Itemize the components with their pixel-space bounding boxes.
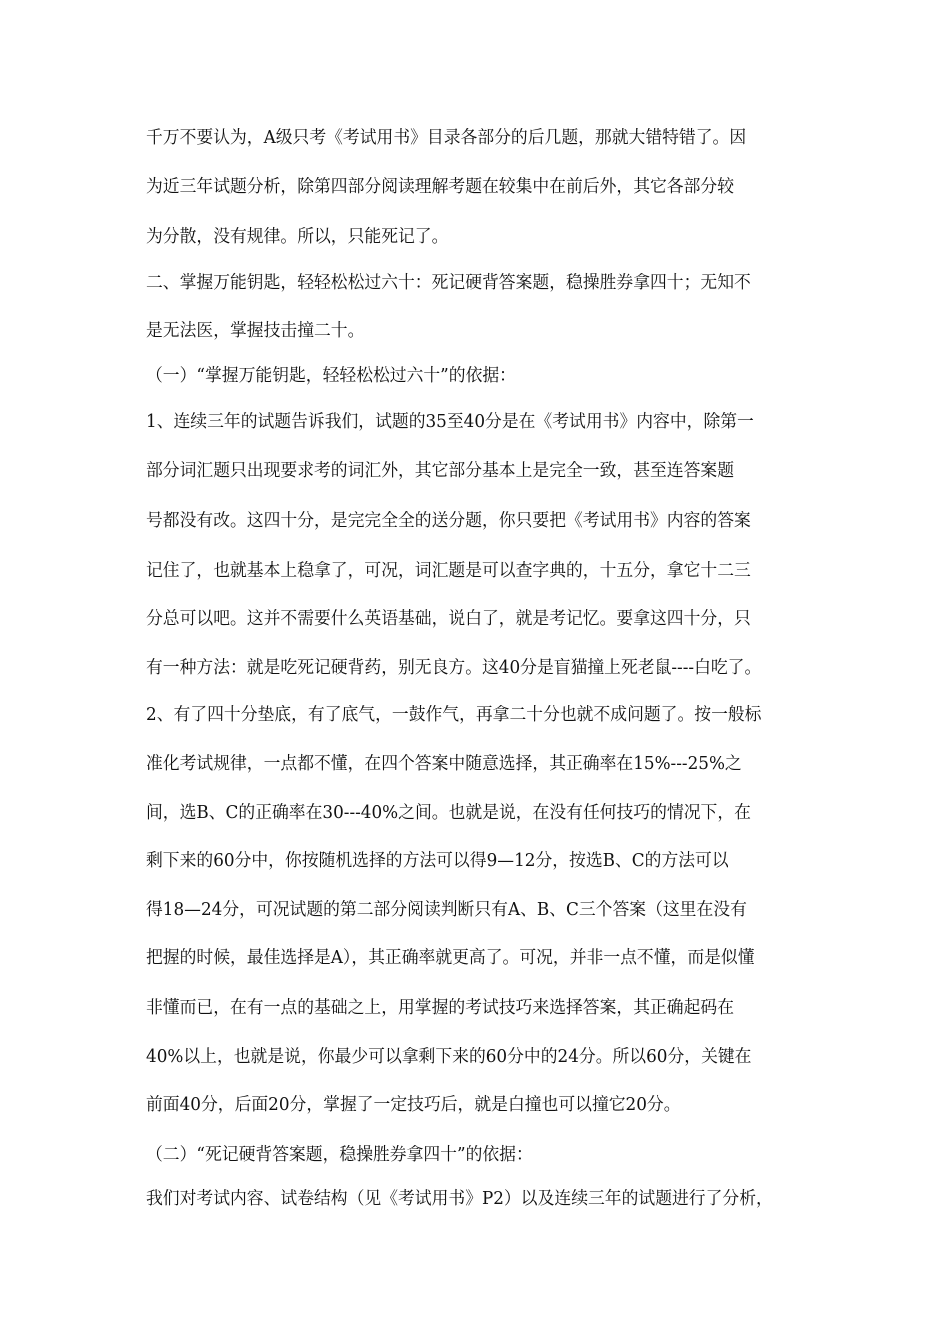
text-line: 前面40分，后面20分，掌握了一定技巧后，就是白撞也可以撞它20分。 <box>146 1095 681 1115</box>
text-line: 是无法医，掌握技击撞二十。 <box>146 321 365 341</box>
text-line: 间，选B、C的正确率在30---40%之间。也就是说，在没有任何技巧的情况下，在 <box>146 803 751 823</box>
text-line: 准化考试规律，一点都不懂，在四个答案中随意选择，其正确率在15%---25%之 <box>146 754 742 774</box>
text-line: 把握的时候，最佳选择是A），其正确率就更高了。可况，并非一点不懂，而是似懂 <box>146 948 755 968</box>
text-line: 部分词汇题只出现要求考的词汇外，其它部分基本上是完全一致，甚至连答案题 <box>146 461 734 481</box>
text-line: 号都没有改。这四十分，是完完全全的送分题，你只要把《考试用书》内容的答案 <box>146 511 751 531</box>
text-line: 剩下来的60分中，你按随机选择的方法可以得9—12分，按选B、C的方法可以 <box>146 851 729 871</box>
text-line: 我们对考试内容、试卷结构（见《考试用书》P2）以及连续三年的试题进行了分析， <box>146 1189 773 1209</box>
text-line: 有一种方法：就是吃死记硬背药，别无良方。这40分是盲猫撞上死老鼠----白吃了。 <box>146 658 762 678</box>
text-line: 记住了，也就基本上稳拿了，可况，词汇题是可以查字典的，十五分，拿它十二三 <box>146 561 751 581</box>
text-line: 2、有了四十分垫底，有了底气，一鼓作气，再拿二十分也就不成问题了。按一般标 <box>146 705 762 725</box>
text-line: 为分散，没有规律。所以，只能死记了。 <box>146 227 449 247</box>
subsection-heading: （一）“掌握万能钥匙，轻轻松松过六十”的依据： <box>146 366 516 386</box>
text-line: 分总可以吧。这并不需要什么英语基础，说白了，就是考记忆。要拿这四十分，只 <box>146 609 751 629</box>
text-line: 非懂而已，在有一点的基础之上，用掌握的考试技巧来选择答案，其正确起码在 <box>146 998 734 1018</box>
text-line: 为近三年试题分析，除第四部分阅读理解考题在较集中在前后外，其它各部分较 <box>146 177 734 197</box>
text-line: 千万不要认为，A级只考《考试用书》目录各部分的后几题，那就大错特错了。因 <box>146 128 747 148</box>
subsection-heading: （二）“死记硬背答案题，稳操胜券拿四十”的依据： <box>146 1145 533 1165</box>
text-line: 40%以上，也就是说，你最少可以拿剩下来的60分中的24分。所以60分，关键在 <box>146 1047 752 1067</box>
text-line: 1、连续三年的试题告诉我们，试题的35至40分是在《考试用书》内容中，除第一 <box>146 412 754 432</box>
section-heading: 二、掌握万能钥匙，轻轻松松过六十：死记硬背答案题，稳操胜券拿四十；无知不 <box>146 273 751 293</box>
text-line: 得18—24分，可况试题的第二部分阅读判断只有A、B、C三个答案（这里在没有 <box>146 900 747 920</box>
